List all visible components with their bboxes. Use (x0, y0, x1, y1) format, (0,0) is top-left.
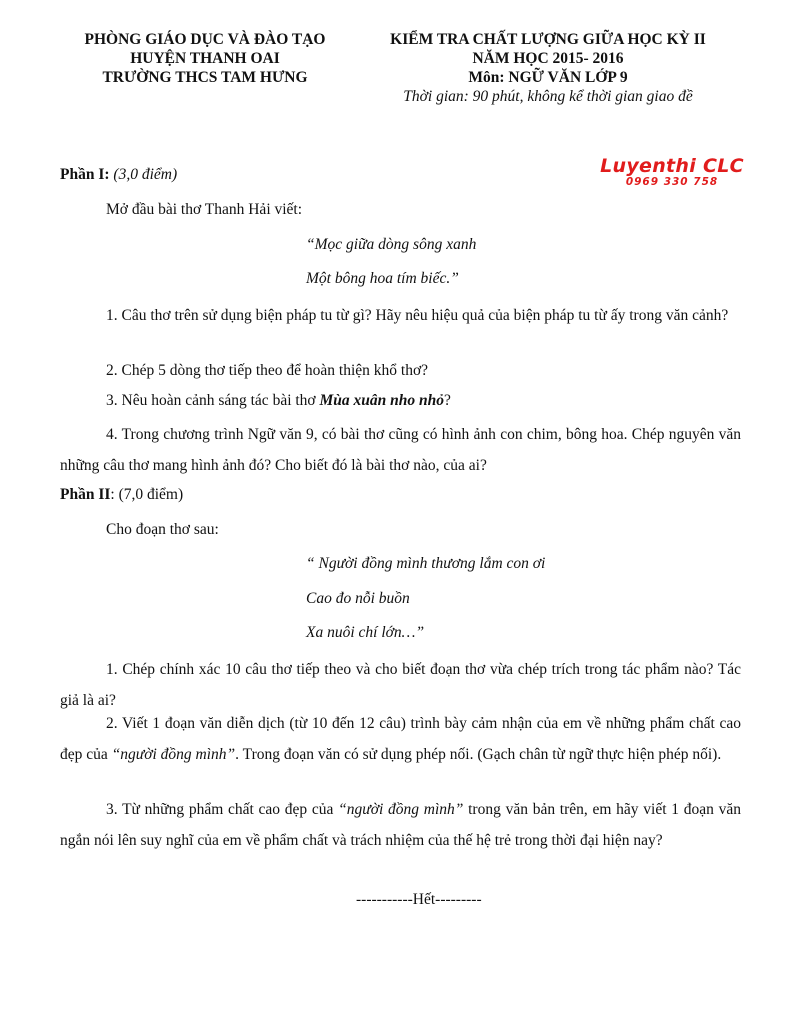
part2-q2-prefix: 2. Viết 1 đoạn văn diễn dịch (từ 10 đến 12 câu) trình bày cảm nhận của em về những phẩm chất cao đẹp của (60, 715, 741, 763)
part2-verse-line-2: Cao đo nỗi buồn (306, 590, 410, 607)
district-name: HUYỆN THANH OAI (130, 50, 280, 67)
school-header (60, 30, 350, 87)
part2-question-3 (60, 794, 741, 856)
school-year: NĂM HỌC 2015- 2016 (472, 50, 624, 67)
end-marker: -----------Hết--------- (356, 891, 482, 908)
part2-title: Phần II (60, 486, 111, 503)
part2-points: : (7,0 điểm) (110, 486, 184, 503)
part2-verse-line-1: “ Người đồng mình thương lắm con ơi (306, 555, 546, 572)
part1-q3-prefix: 3. Nêu hoàn cảnh sáng tác bài thơ (106, 392, 320, 409)
poem-title: Mùa xuân nho nhỏ (319, 392, 445, 409)
part1-verse-line-1: “Mọc giữa dòng sông xanh (306, 236, 477, 253)
part1-question-4: 4. Trong chương trình Ngữ văn 9, có bài thơ cũng có hình ảnh con chim, bông hoa. Chép nguyên văn những câu thơ mang hình ảnh đó? Cho biết đó là bài thơ nào, của ai? (60, 426, 741, 474)
part1-title: Phần I: (60, 166, 110, 183)
part1-verse-line-2: Một bông hoa tím biếc.” (306, 270, 459, 287)
part1-question-3 (60, 385, 741, 416)
watermark-phone: 0969 330 758 (625, 176, 719, 188)
part2-heading (60, 486, 183, 504)
part1-heading (60, 166, 177, 184)
department-name: PHÒNG GIÁO DỤC VÀ ĐÀO TẠO (84, 31, 326, 48)
part2-q2-suffix: . Trong đoạn văn có sử dụng phép nối. (Gạch chân từ ngữ thực hiện phép nối). (235, 746, 722, 763)
watermark-text: Luyenthi CLC (600, 155, 744, 177)
part1-q3-suffix: ? (444, 392, 451, 409)
part2-q3-suffix: trong văn bản trên, em hãy viết 1 đoạn văn ngắn nói lên suy nghĩ của em về phẩm chất và trách nhiệm của thế hệ trẻ trong thời đại hiện nay? (60, 801, 741, 849)
part2-q2-quote: “người đồng mình” (111, 746, 236, 763)
part2-question-2 (60, 708, 741, 770)
part2-q3-prefix: 3. Từ những phẩm chất cao đẹp của (106, 801, 339, 818)
school-name: TRƯỜNG THCS TAM HƯNG (102, 69, 308, 86)
part1-intro: Mở đầu bài thơ Thanh Hải viết: (106, 201, 303, 218)
part1-question-2: 2. Chép 5 dòng thơ tiếp theo để hoàn thiện khổ thơ? (106, 362, 429, 379)
part2-verse-line-3: Xa nuôi chí lớn…” (306, 624, 425, 641)
part2-q3-quote: “người đồng mình” (338, 801, 464, 818)
part1-points: (3,0 điểm) (113, 166, 178, 183)
part2-intro: Cho đoạn thơ sau: (106, 521, 219, 538)
exam-title: KIỂM TRA CHẤT LƯỢNG GIỮA HỌC KỲ II (390, 31, 706, 48)
part2-question-1: 1. Chép chính xác 10 câu thơ tiếp theo và cho biết đoạn thơ vừa chép trích trong tác phẩm nào? Tác giả là ai? (60, 661, 741, 709)
watermark-logo (592, 156, 752, 188)
exam-header (368, 30, 728, 106)
subject: Môn: NGỮ VĂN LỚP 9 (468, 69, 628, 86)
time-note: Thời gian: 90 phút, không kể thời gian giao đề (403, 88, 693, 105)
part1-question-1: 1. Câu thơ trên sử dụng biện pháp tu từ gì? Hãy nêu hiệu quả của biện pháp tu từ ấy trong văn cảnh? (106, 307, 729, 324)
